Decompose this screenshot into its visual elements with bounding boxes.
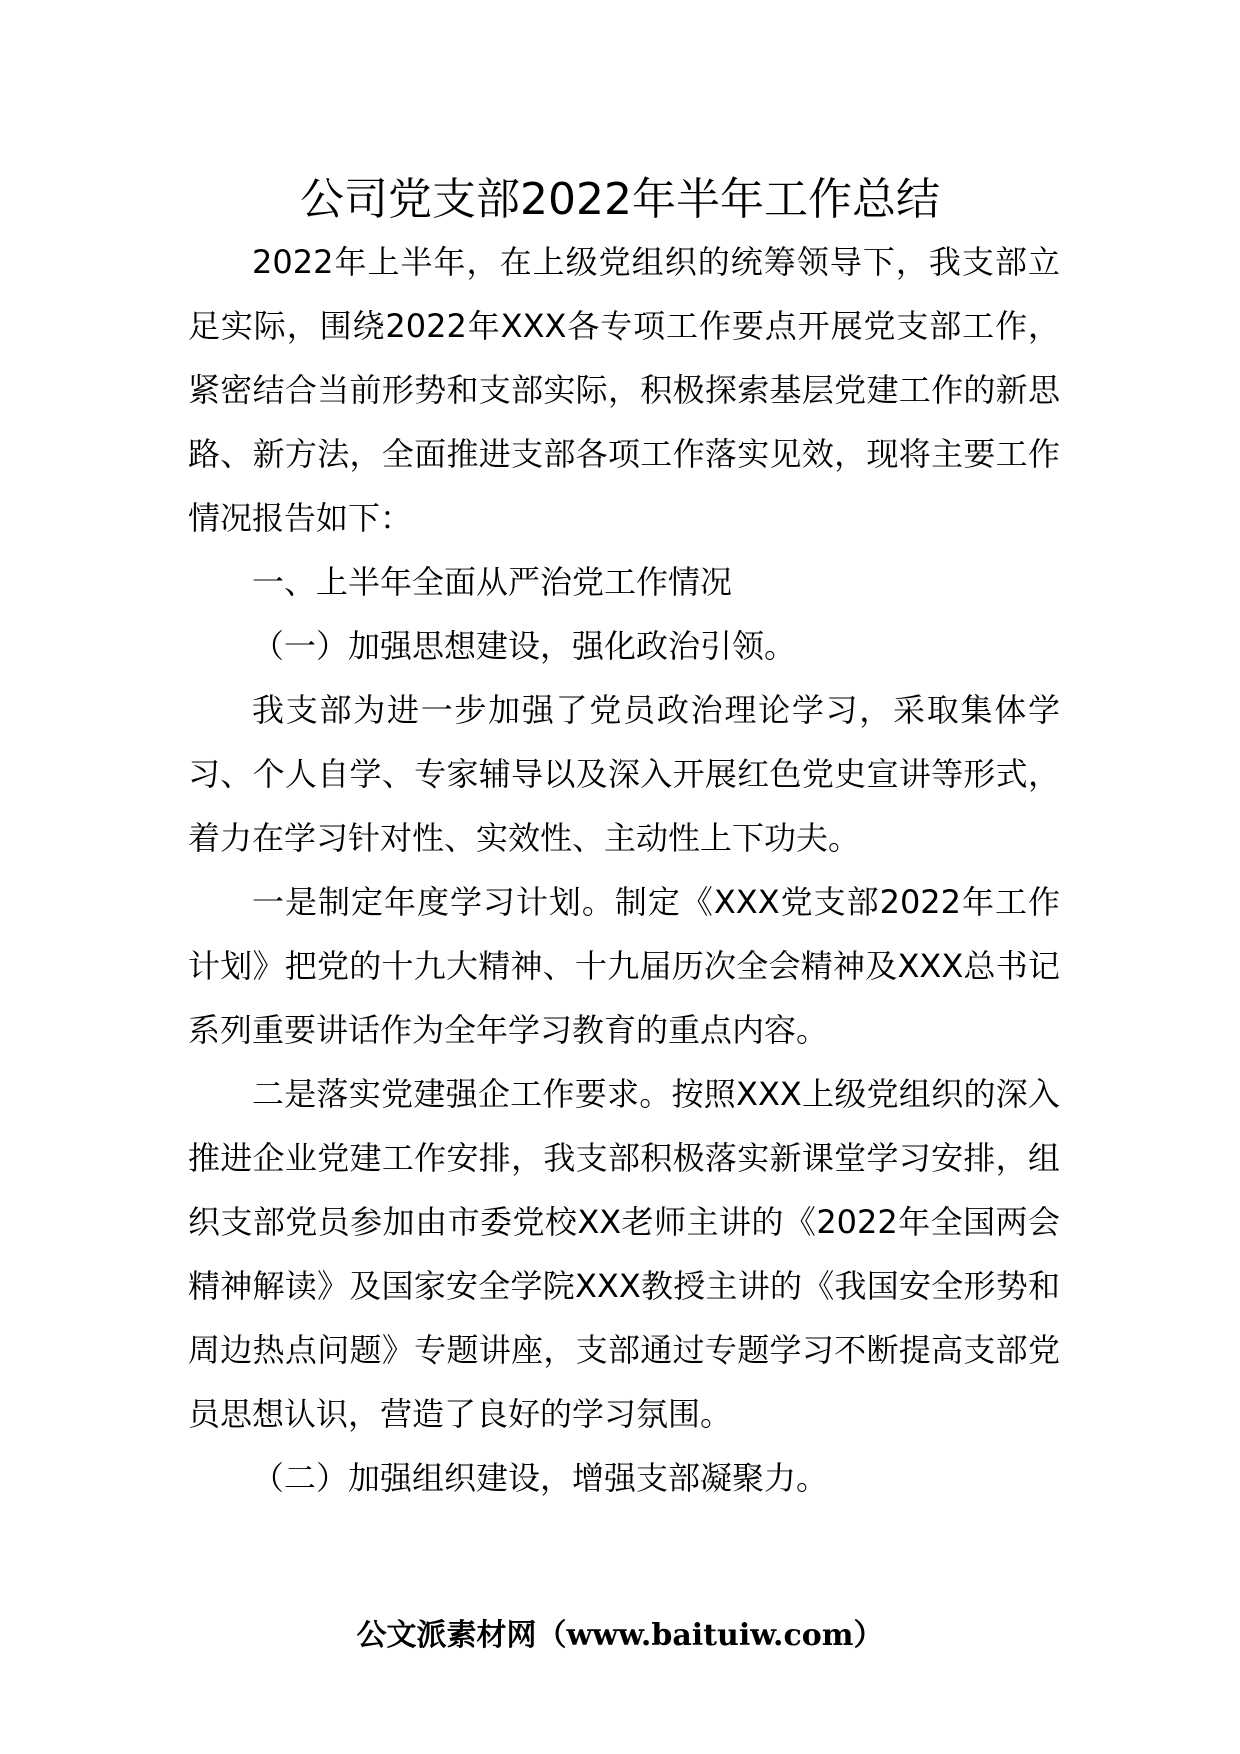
intro-paragraph: 2022年上半年，在上级党组织的统筹领导下，我支部立足实际，围绕2022年XXX各专项工作要点开展党支部工作，紧密结合当前形势和支部实际，积极探索基层党建工作的新思路、新方法，全面推进支部各项工作落实见效，现将主要工作情况报告如下： — [188, 243, 1060, 537]
body-paragraph: 一是制定年度学习计划。制定《XXX党支部2022年工作计划》把党的十九大精神、十九届历次全会精神及XXX总书记系列重要讲话作为全年学习教育的重点内容。 — [188, 883, 1060, 1049]
section-heading-1: 一、上半年全面从严治党工作情况 — [252, 563, 733, 601]
body-paragraph: 我支部为进一步加强了党员政治理论学习，采取集体学习、个人自学、专家辅导以及深入开展红色党史宣讲等形式，着力在学习针对性、实效性、主动性上下功夫。 — [188, 691, 1060, 857]
subsection-heading-1: （一）加强思想建设，强化政治引领。 — [252, 627, 797, 665]
document-title: 公司党支部2022年半年工作总结 — [300, 174, 940, 225]
document-body — [188, 230, 1060, 1510]
subsection-heading-2: （二）加强组织建设，增强支部凝聚力。 — [252, 1459, 829, 1497]
watermark-footer: 公文派素材网（www.baituiw.com） — [356, 1618, 884, 1653]
body-paragraph: 二是落实党建强企工作要求。按照XXX上级党组织的深入推进企业党建工作安排，我支部积极落实新课堂学习安排，组织支部党员参加由市委党校XX老师主讲的《2022年全国两会精神解读》及国家安全学院XXX教授主讲的《我国安全形势和周边热点问题》专题讲座，支部通过专题学习不断提高支部党员思想认识，营造了良好的学习氛围。 — [188, 1075, 1060, 1433]
